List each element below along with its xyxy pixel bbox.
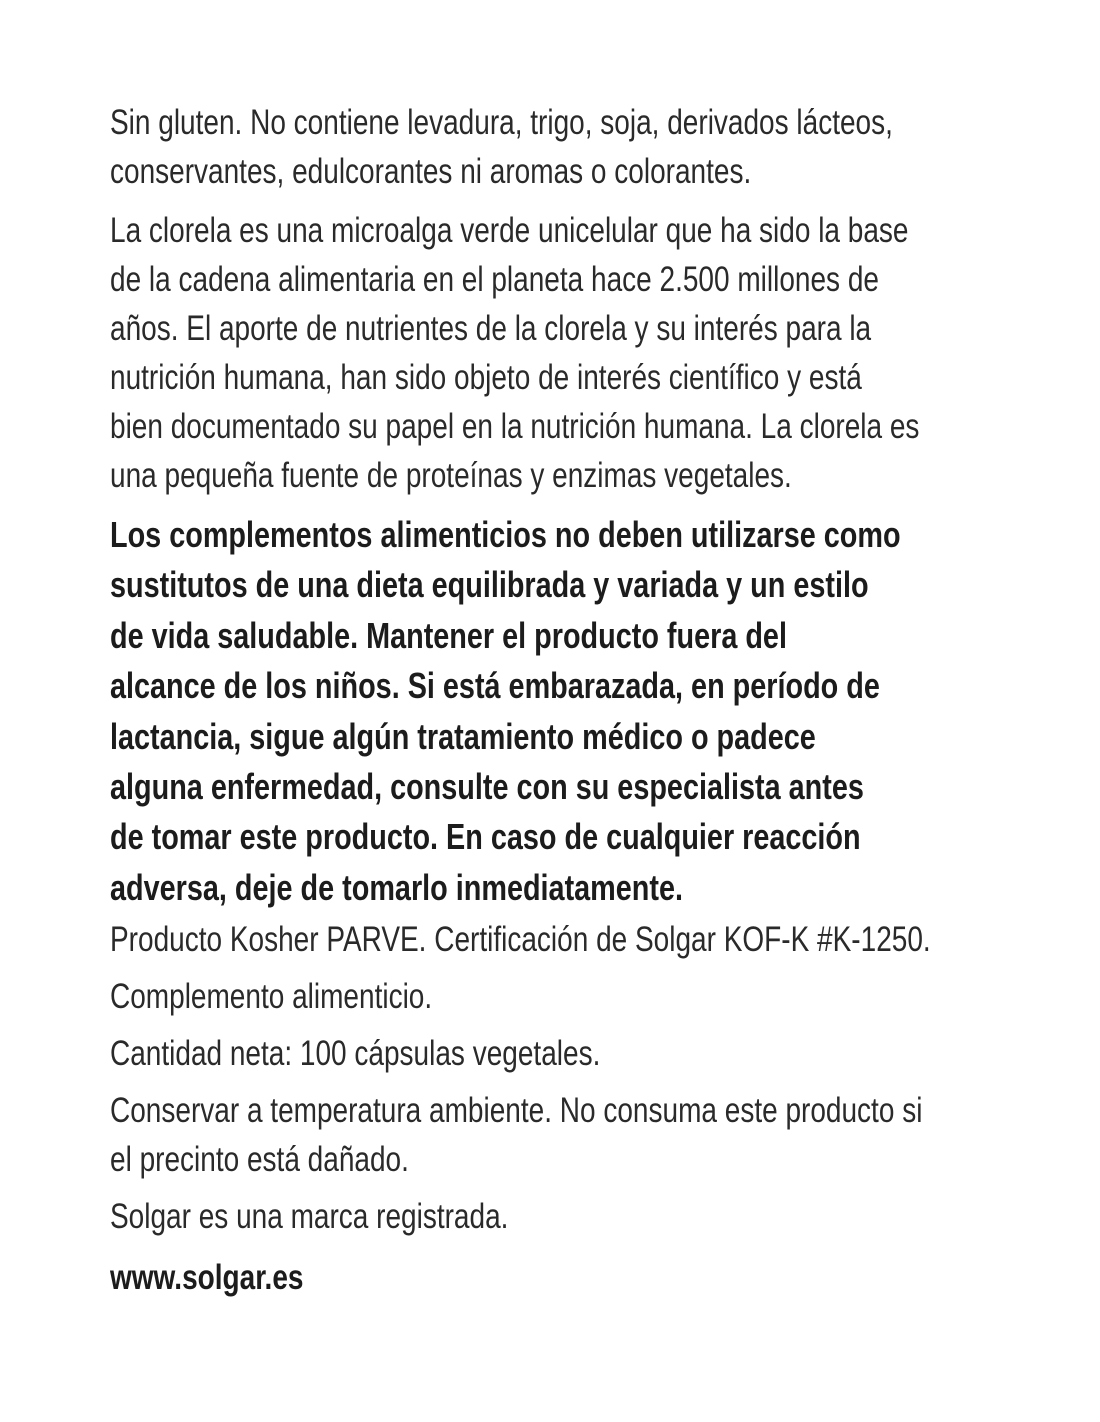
description-line: una pequeña fuente de proteínas y enzimas vegetales.	[110, 456, 792, 495]
description-line: bien documentado su papel en la nutrición humana. La clorela es	[110, 407, 920, 446]
warning-line: alguna enfermedad, consulte con su especialista antes	[110, 766, 864, 808]
warning-line: sustitutos de una dieta equilibrada y variada y un estilo	[110, 564, 869, 606]
warning-line: lactancia, sigue algún tratamiento médico o padece	[110, 715, 816, 757]
kosher-line: Producto Kosher PARVE. Certificación de Solgar KOF-K #K-1250.	[110, 920, 931, 960]
website-url: www.solgar.es	[110, 1258, 304, 1298]
storage-instructions	[110, 1086, 1030, 1184]
product-label-text	[110, 98, 1030, 1302]
category-line: Complemento alimenticio.	[110, 977, 433, 1017]
warning-line: de vida saludable. Mantener el producto fuera del	[110, 614, 787, 656]
description-line: de la cadena alimentaria en el planeta hace 2.500 millones de	[110, 260, 879, 299]
warning-line: Los complementos alimenticios no deben utilizarse como	[110, 514, 901, 555]
warning-line: de tomar este producto. En caso de cualquier reacción	[110, 816, 861, 858]
allergen-line: conservantes, edulcorantes ni aromas o colorantes.	[110, 152, 752, 191]
product-description	[110, 206, 1030, 500]
warning-line: alcance de los niños. Si está embarazada, en período de	[110, 665, 880, 707]
warning-line: adversa, deje de tomarlo inmediatamente.	[110, 866, 684, 908]
kosher-certification	[110, 915, 1030, 964]
allergen-line: Sin gluten. No contiene levadura, trigo, soja, derivados lácteos,	[110, 103, 893, 142]
trademark-notice	[110, 1192, 1030, 1241]
allergen-statement	[110, 98, 1030, 196]
warning-statement	[110, 510, 1030, 913]
storage-line: el precinto está dañado.	[110, 1140, 409, 1180]
description-line: La clorela es una microalga verde unicelular que ha sido la base	[110, 211, 909, 250]
trademark-line: Solgar es una marca registrada.	[110, 1197, 509, 1237]
product-category	[110, 972, 1030, 1021]
description-line: nutrición humana, han sido objeto de interés científico y está	[110, 358, 862, 397]
website	[110, 1253, 1030, 1302]
quantity-line: Cantidad neta: 100 cápsulas vegetales.	[110, 1034, 601, 1074]
description-line: años. El aporte de nutrientes de la clorela y su interés para la	[110, 309, 872, 348]
net-quantity	[110, 1029, 1030, 1078]
storage-line: Conservar a temperatura ambiente. No consuma este producto si	[110, 1091, 923, 1131]
